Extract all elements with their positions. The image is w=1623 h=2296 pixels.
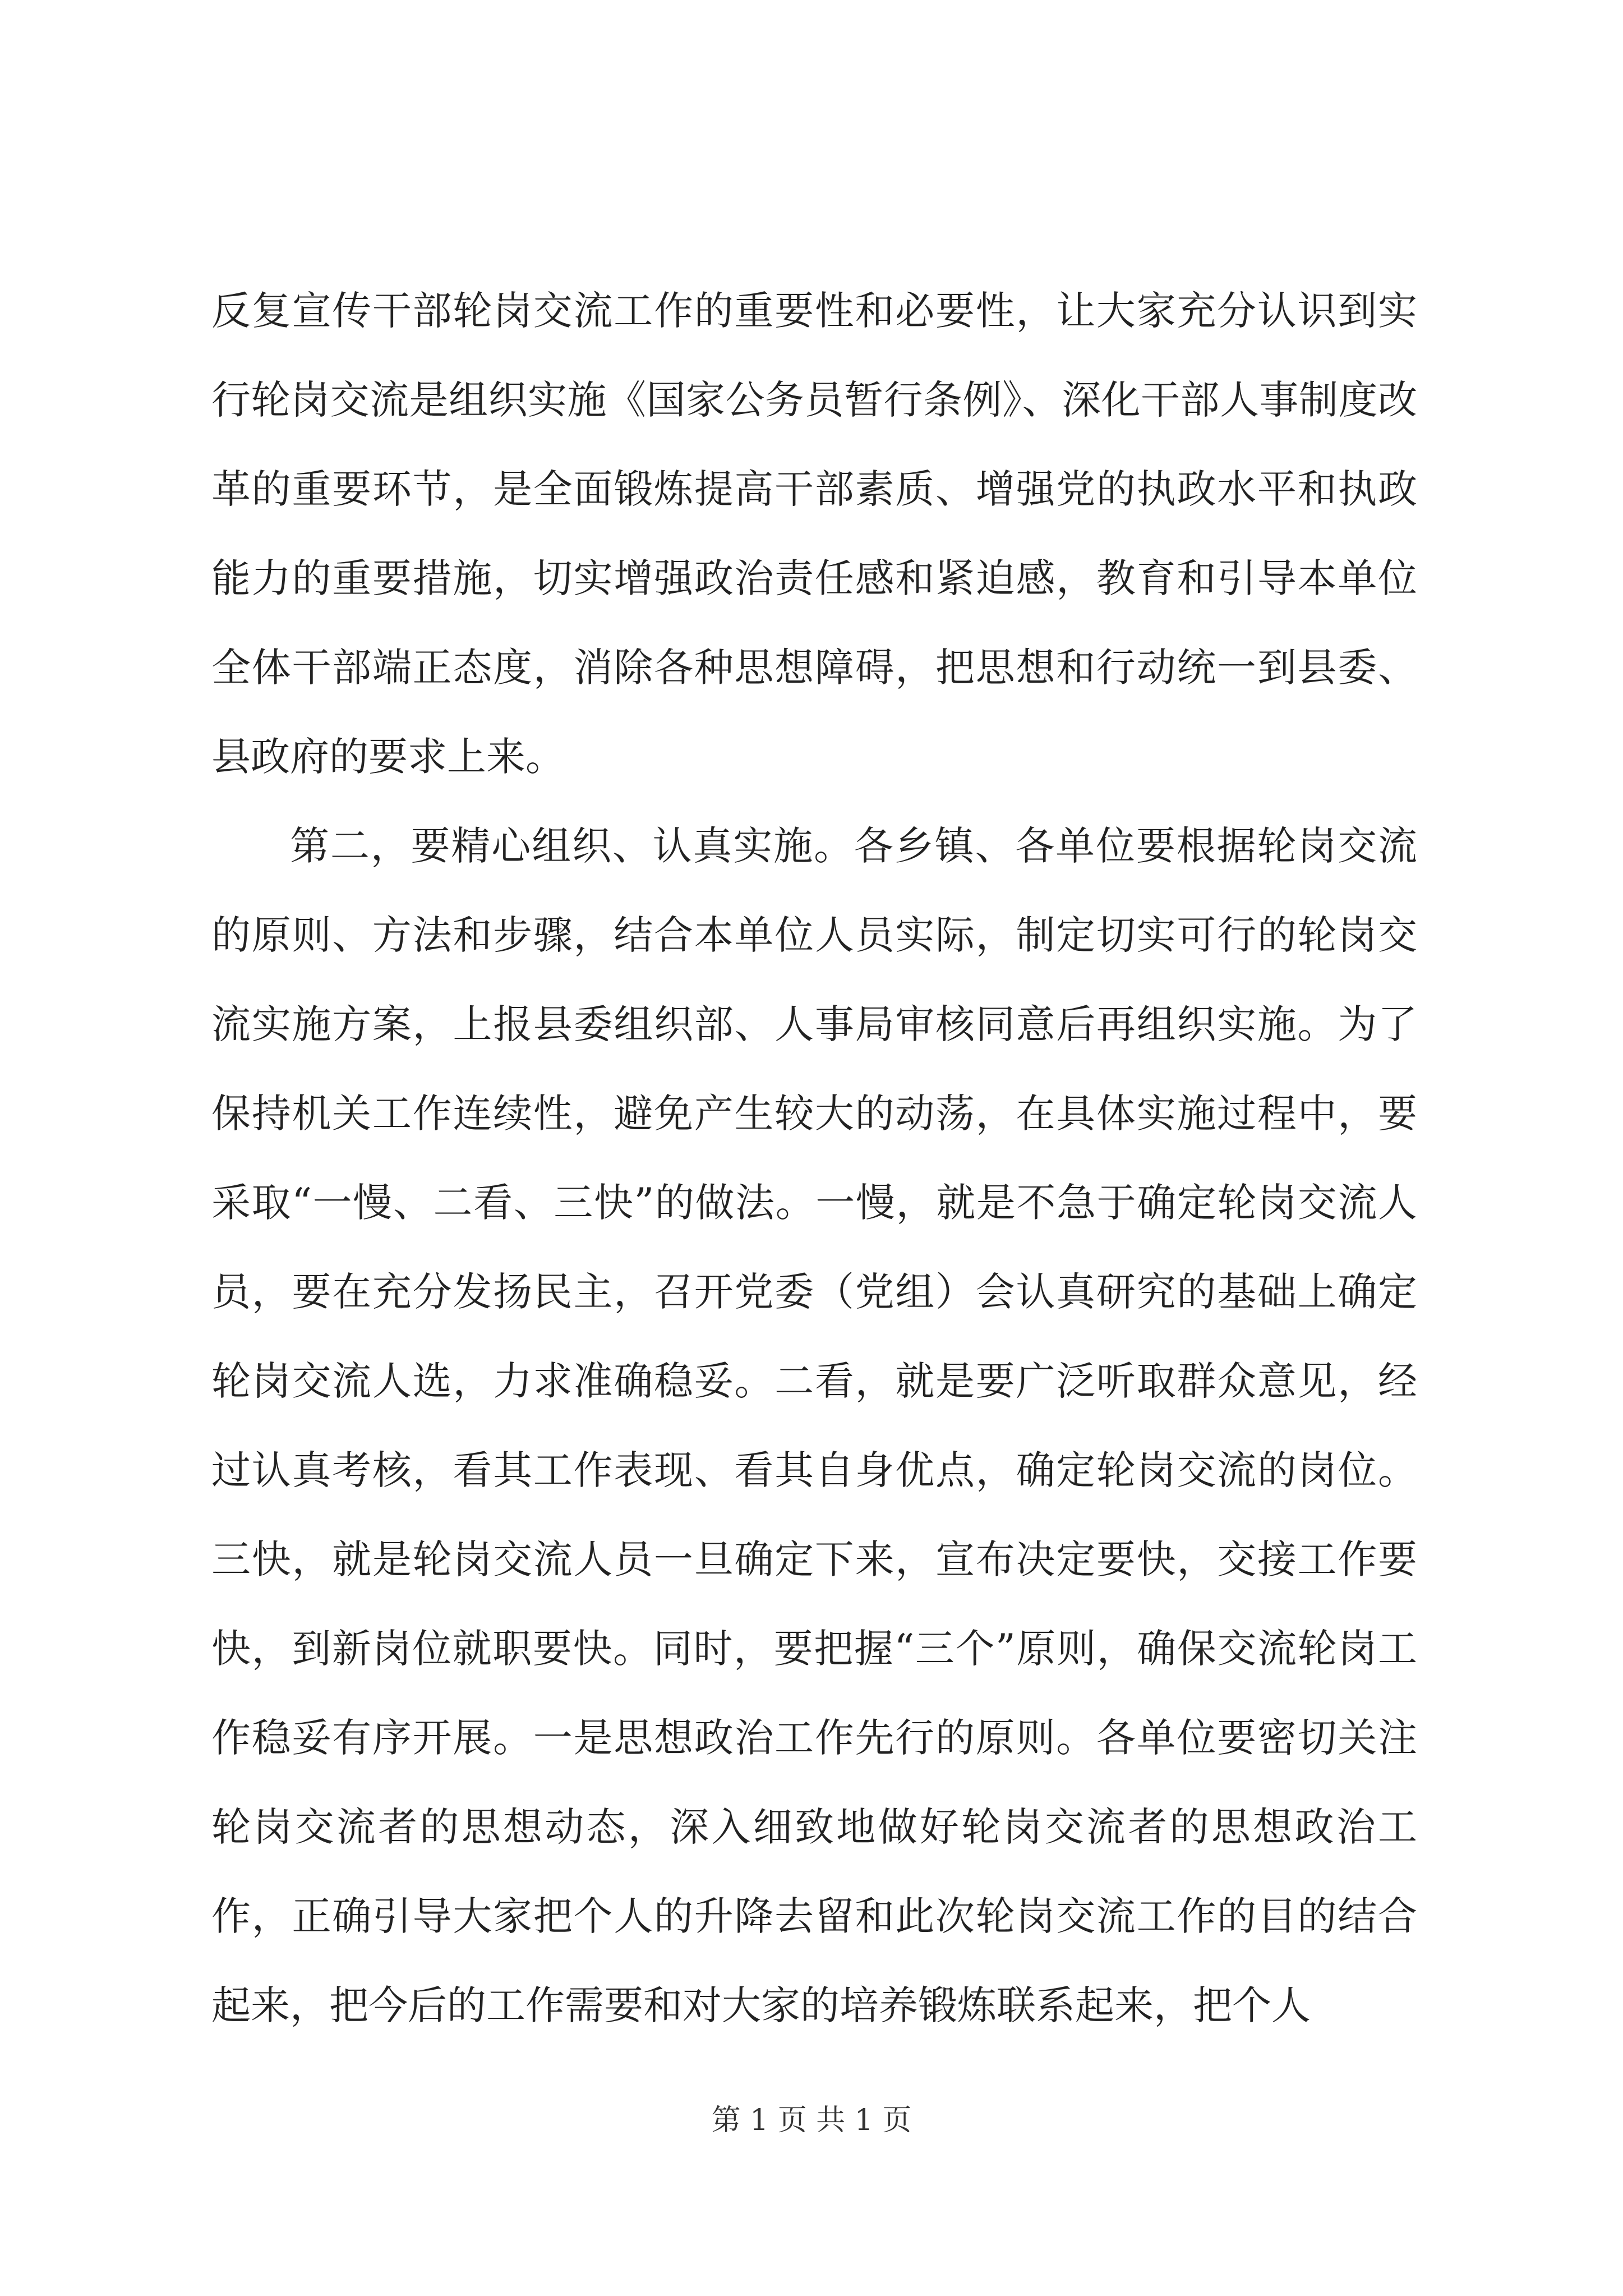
page-footer: 第 1 页 共 1 页 <box>711 2104 912 2137</box>
paragraph-second-point: 第二，要精心组织、认真实施。各乡镇、各单位要根据轮岗交流的原则、方法和步骤，结合本单位人员实际，制定切实可行的轮岗交流实施方案，上报县委组织部、人事局审核同意后再组织实施。为了保持机关工作连续性，避免产生较大的动荡，在具体实施过程中，要采取“一慢、二看、三快”的做法。一慢，就是不急于确定轮岗交流人员，要在充分发扬民主，召开党委（党组）会认真研究的基础上确定轮岗交流人选，力求准确稳妥。二看，就是要广泛听取群众意见，经过认真考核，看其工作表现、看其自身优点，确定轮岗交流的岗位。三快，就是轮岗交流人员一旦确定下来，宣布决定要快，交接工作要快，到新岗位就职要快。同时，要把握“三个”原则，确保交流轮岗工作稳妥有序开展。一是思想政治工作先行的原则。各单位要密切关注轮岗交流者的思想动态，深入细致地做好轮岗交流者的思想政治工作，正确引导大家把个人的升降去留和此次轮岗交流工作的目的结合起来，把今后的工作需要和对大家的培养锻炼联系起来，把个人 <box>211 823 1417 2028</box>
paragraph-continued: 反复宣传干部轮岗交流工作的重要性和必要性，让大家充分认识到实行轮岗交流是组织实施《国家公务员暂行条例》、深化干部人事制度改革的重要环节，是全面锻炼提高干部素质、增强党的执政水平和执政能力的重要措施，切实增强政治责任感和紧迫感，教育和引导本单位全体干部端正态度，消除各种思想障碍，把思想和行动统一到县委、县政府的要求上来。 <box>211 288 1417 780</box>
document-body <box>211 266 1417 2050</box>
